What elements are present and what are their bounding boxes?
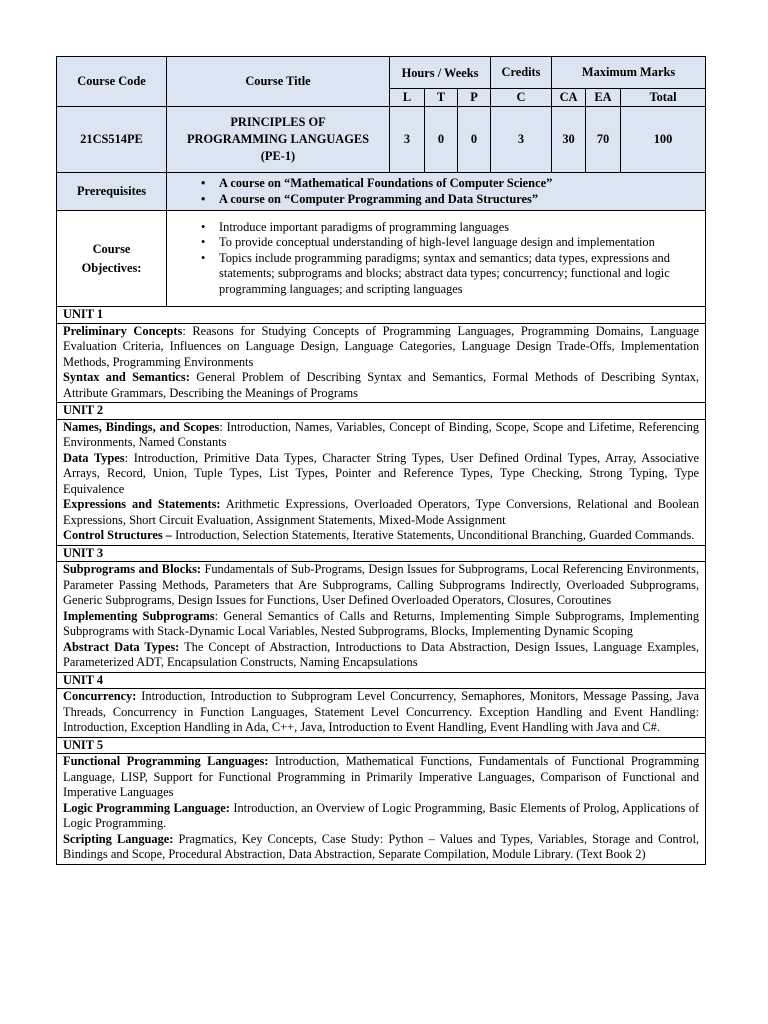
course-l: 3: [390, 107, 425, 173]
course-t: 0: [425, 107, 458, 173]
prerequisites-row: [57, 173, 706, 211]
topic-text: Introduction, Selection Statements, Iterative Statements, Unconditional Branching, Guarded Commands.: [175, 528, 695, 542]
course-title-line-1: PRINCIPLES OF: [230, 115, 326, 129]
objectives-list: [171, 220, 701, 298]
unit-2-body: [57, 419, 706, 545]
course-code-header: Course Code: [57, 57, 167, 107]
topic-text: Introduction, Introduction to Subprogram Level Concurrency, Semaphores, Monitors, Message Passing, Java Threads, Concurrency in Function Languages, Statement Level Concurrency. Exception Handling and Event Handling: Introduction, Exception Handling in Ada, C++, Java, Introduction to Event Handling, Event Handling with Java and C#.: [63, 689, 700, 734]
unit-5-body-row: [57, 754, 706, 865]
prerequisites-cell: [167, 173, 706, 211]
course-title: [167, 107, 390, 173]
unit-title: UNIT 4: [57, 672, 706, 689]
unit-1-title-row: [57, 307, 706, 324]
topic-text: Introduction, an Overview of Logic Programming, Basic Elements of Prolog, Applications of Logic Programming.: [63, 800, 700, 830]
ea-header: EA: [586, 89, 621, 107]
topic-text: Introduction, Mathematical Functions, Fundamentals of Functional Programming Language, LISP, Support for Functional Programming in Primarily Imperative Languages, Comparison of Functional and Imperative Languages: [63, 754, 700, 799]
unit-topic: [63, 609, 699, 640]
topic-text: Fundamentals of Sub-Programs, Design Issues for Subprograms, Local Referencing Environments, Parameter Passing Methods, Parameters that Are Subprograms, Calling Subprograms Indirectly, Overloaded Subprograms, Generic Subprograms, Design Issues for Functions, User Defined Overloaded Operators, Closures, Coroutines: [63, 562, 700, 607]
objectives-row: [57, 211, 706, 307]
course-title-header: Course Title: [167, 57, 390, 107]
topic-text: Arithmetic Expressions, Overloaded Operators, Type Conversions, Relational and Boolean Expressions, Short Circuit Evaluation, Assignment Statements, Mixed-Mode Assignment: [63, 497, 700, 527]
objectives-label-line-2: Objectives:: [81, 260, 142, 275]
prerequisite-item: • A course on “Mathematical Foundations of Computer Science”: [219, 176, 701, 192]
unit-4-title-row: [57, 672, 706, 689]
unit-3-body-row: [57, 562, 706, 673]
unit-title: UNIT 3: [57, 545, 706, 562]
topic-heading: Implementing Subprograms: [63, 608, 215, 623]
topic-heading: Syntax and Semantics:: [63, 370, 190, 384]
unit-topic: [63, 370, 699, 401]
unit-2-title-row: [57, 403, 706, 420]
unit-title: UNIT 5: [57, 737, 706, 754]
topic-text: Pragmatics, Key Concepts, Case Study: Python – Values and Types, Variables, Storage and Control, Bindings and Scope, Procedural Abstraction, Data Abstraction, Separate Compilation, Module Library. (Text Book 2): [63, 831, 700, 861]
total-header: Total: [621, 89, 706, 107]
topic-separator: :: [124, 450, 134, 465]
ca-header: CA: [552, 89, 586, 107]
topic-text: The Concept of Abstraction, Introductions to Data Abstraction, Design Issues, Language Examples, Parameterized ADT, Encapsulation Constructs, Naming Encapsulations: [63, 639, 700, 669]
t-header: T: [425, 89, 458, 107]
syllabus-sheet: [56, 56, 705, 865]
unit-4-body-row: [57, 689, 706, 738]
unit-1-body-row: [57, 323, 706, 403]
syllabus-table: [56, 56, 706, 865]
l-header: L: [390, 89, 425, 107]
prerequisite-item: • A course on “Computer Programming and Data Structures”: [219, 192, 701, 208]
course-title-line-3: (PE-1): [260, 149, 296, 163]
topic-heading: Concurrency:: [63, 689, 137, 703]
course-title-line-2: PROGRAMMING LANGUAGES: [186, 132, 370, 146]
unit-1-body: [57, 323, 706, 403]
unit-4-body: [57, 689, 706, 738]
p-header: P: [458, 89, 491, 107]
unit-topic: [63, 640, 699, 671]
hours-header: Hours / Weeks: [390, 57, 491, 89]
course-ca: 30: [552, 107, 586, 173]
topic-separator: :: [214, 608, 224, 623]
unit-topic: [63, 689, 699, 736]
topic-heading: Names, Bindings, and Scopes: [63, 419, 220, 434]
topic-heading: Abstract Data Types:: [63, 639, 180, 654]
course-total: 100: [621, 107, 706, 173]
unit-3-body: [57, 562, 706, 673]
topic-heading: Subprograms and Blocks:: [63, 562, 202, 576]
topic-heading: Functional Programming Languages:: [63, 754, 269, 768]
topic-heading: Scripting Language:: [63, 831, 174, 846]
unit-5-title-row: [57, 737, 706, 754]
topic-heading: Preliminary Concepts: [63, 323, 183, 338]
unit-5-body: [57, 754, 706, 865]
objective-item: • Introduce important paradigms of programming languages: [219, 220, 701, 236]
credits-header: Credits: [491, 57, 552, 89]
prerequisites-list: [171, 176, 701, 207]
topic-text: Introduction, Names, Variables, Concept of Binding, Scope, Scope and Lifetime, Referencing Environments, Named Constants: [63, 419, 700, 449]
objectives-label: [57, 211, 167, 307]
objective-item: • Topics include programming paradigms; syntax and semantics; data types, expressions and statements; subprograms and blocks; abstract data types; concurrency; functional and logic programming languages; and scripting languages: [219, 251, 701, 298]
prerequisites-label: Prerequisites: [57, 173, 167, 211]
objectives-label-line-1: Course: [92, 241, 131, 256]
unit-topic: [63, 497, 699, 528]
objective-item: • To provide conceptual understanding of high-level language design and implementation: [219, 235, 701, 251]
topic-text: Reasons for Studying Concepts of Programming Languages, Programming Domains, Language Evaluation Criteria, Influences on Language Design, Language Categories, Language Design Trade-Offs, Implementation Methods, Programming Environments: [63, 323, 700, 369]
unit-topic: [63, 324, 699, 371]
unit-title: UNIT 2: [57, 403, 706, 420]
unit-topic: [63, 832, 699, 863]
topic-text: Introduction, Primitive Data Types, Character String Types, User Defined Ordinal Types, Array, Associative Arrays, Record, Union, Tuple Types, List Types, Pointer and Reference Types, Type Checking, Strong Typing, Type Equivalence: [63, 450, 700, 496]
header-row: [57, 57, 706, 89]
topic-separator: :: [219, 419, 227, 434]
unit-topic: [63, 451, 699, 498]
unit-topic: [63, 528, 699, 544]
topic-text: General Semantics of Calls and Returns, Implementing Simple Subprograms, Implementing Subprograms with Stack-Dynamic Local Variables, Nested Subprograms, Blocks, Implementing Dynamic Scoping: [63, 608, 700, 638]
course-c: 3: [491, 107, 552, 173]
unit-topic: [63, 754, 699, 801]
course-p: 0: [458, 107, 491, 173]
topic-separator: :: [182, 323, 193, 338]
unit-3-title-row: [57, 545, 706, 562]
unit-title: UNIT 1: [57, 307, 706, 324]
unit-topic: [63, 562, 699, 609]
c-header: C: [491, 89, 552, 107]
topic-text: General Problem of Describing Syntax and Semantics, Formal Methods of Describing Syntax, Attribute Grammars, Describing the Meanings of Programs: [63, 370, 700, 400]
topic-heading: Data Types: [63, 450, 125, 465]
marks-header: Maximum Marks: [552, 57, 706, 89]
course-code: 21CS514PE: [57, 107, 167, 173]
objectives-cell: [167, 211, 706, 307]
unit-2-body-row: [57, 419, 706, 545]
course-row: [57, 107, 706, 173]
course-ea: 70: [586, 107, 621, 173]
topic-heading: Control Structures –: [63, 528, 172, 542]
unit-topic: [63, 420, 699, 451]
topic-heading: Logic Programming Language:: [63, 800, 230, 815]
unit-topic: [63, 801, 699, 832]
topic-heading: Expressions and Statements:: [63, 497, 221, 511]
